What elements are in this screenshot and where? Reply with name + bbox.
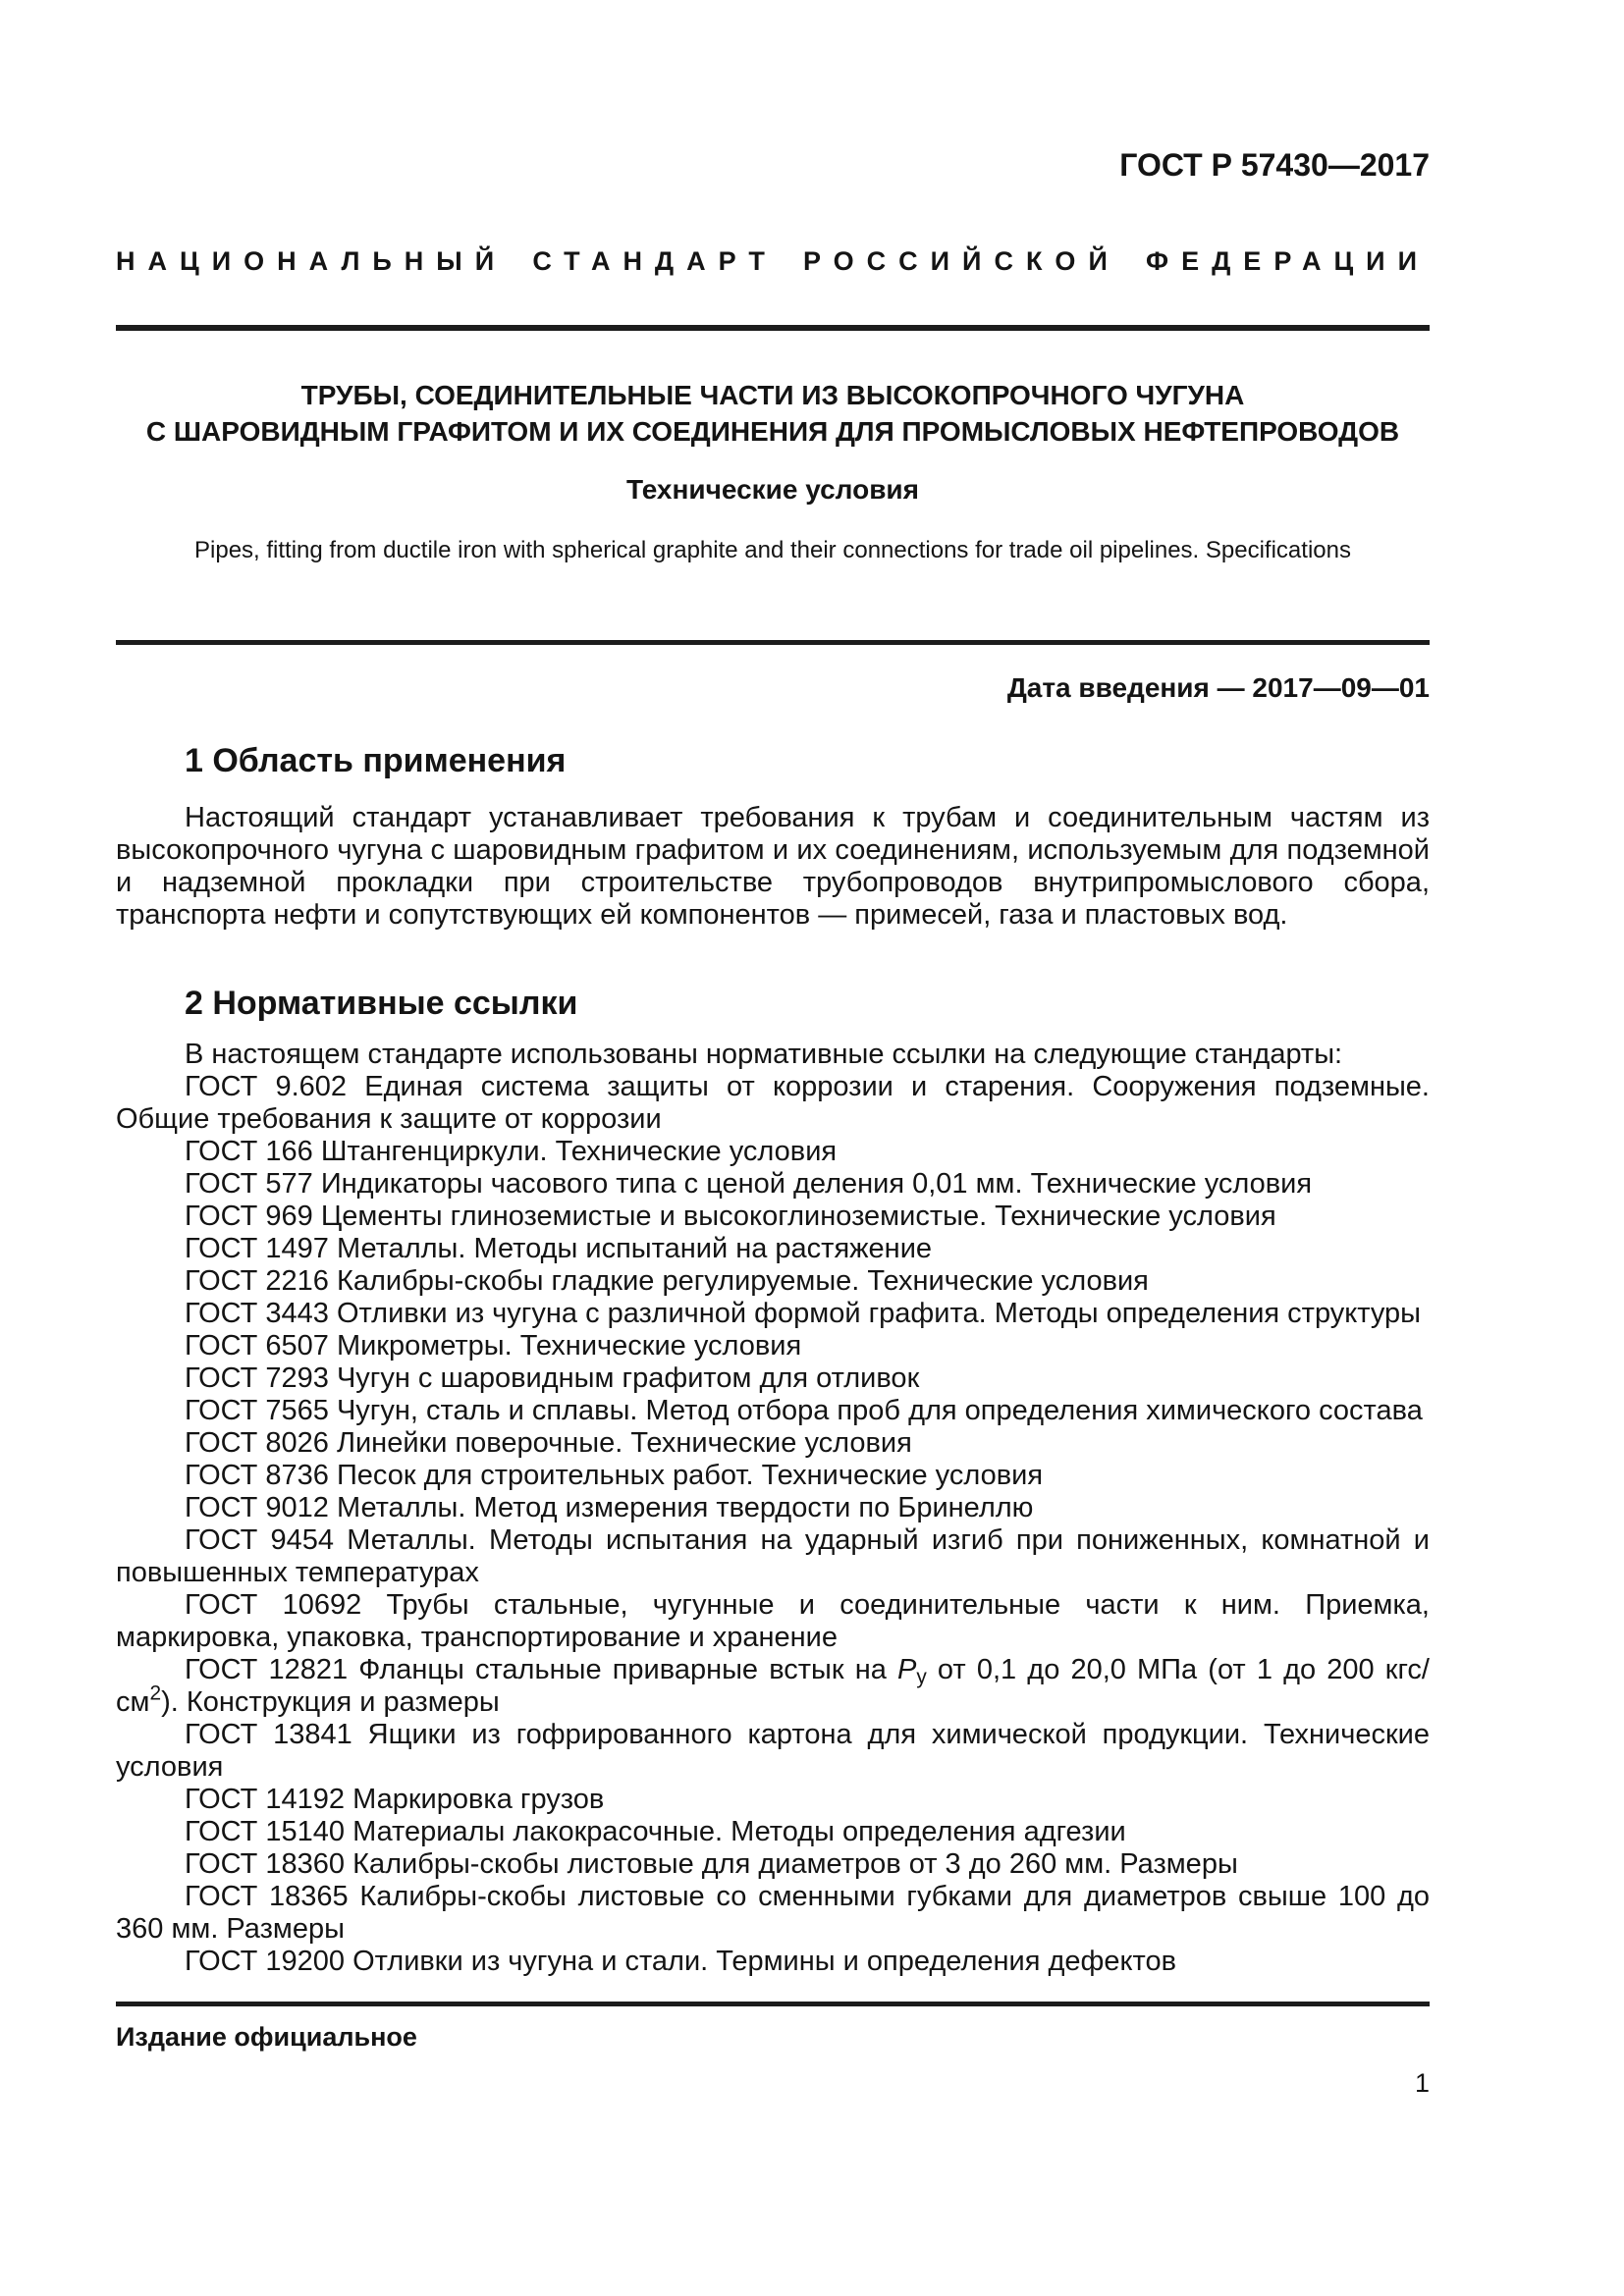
reference-item: ГОСТ 577 Индикаторы часового типа с ценой деления 0,01 мм. Технические условия — [185, 1168, 1313, 1200]
title-line-2: С ШАРОВИДНЫМ ГРАФИТОМ И ИХ СОЕДИНЕНИЯ ДЛЯ ПРОМЫСЛОВЫХ НЕФТЕПРОВОДОВ — [145, 416, 1400, 447]
reference-item: ГОСТ 7565 Чугун, сталь и сплавы. Метод отбора проб для определения химического состава — [185, 1395, 1423, 1426]
reference-item: ГОСТ 8736 Песок для строительных работ. Технические условия — [185, 1460, 1044, 1491]
reference-item: ГОСТ 166 Штангенциркули. Технические условия — [185, 1136, 838, 1167]
section-1-heading: 1 Область применения — [185, 742, 567, 779]
reference-item: ГОСТ 9454 Металлы. Методы испытания на ударный изгиб при пониженных, комнатной и повышенных температурах — [116, 1524, 1430, 1588]
reference-item: ГОСТ 6507 Микрометры. Технические условия — [185, 1330, 802, 1362]
reference-item: ГОСТ 18365 Калибры-скобы листовые со сменными губками для диаметров свыше 100 до 360 мм. Размеры — [116, 1881, 1430, 1945]
reference-item: ГОСТ 18360 Калибры-скобы листовые для диаметров от 3 до 260 мм. Размеры — [185, 1848, 1238, 1880]
national-standard-banner: НАЦИОНАЛЬНЫЙ СТАНДАРТ РОССИЙСКОЙ ФЕДЕРАЦИИ — [116, 246, 1430, 276]
unit-superscript: 2 — [149, 1682, 162, 1705]
ref-12821-middle: от 0,1 до 20,0 МПа (от 1 до 200 кгс/см — [116, 1654, 1430, 1718]
reference-item: ГОСТ 19200 Отливки из чугуна и стали. Термины и определения дефектов — [185, 1946, 1177, 1977]
reference-item: ГОСТ 7293 Чугун с шаровидным графитом для отливок — [185, 1362, 920, 1394]
reference-item: ГОСТ 8026 Линейки поверочные. Технические условия — [185, 1427, 912, 1459]
effective-date: Дата введения — 2017—09—01 — [1006, 672, 1430, 703]
reference-item: ГОСТ 2216 Калибры-скобы гладкие регулируемые. Технические условия — [185, 1265, 1149, 1297]
reference-item: ГОСТ 15140 Материалы лакокрасочные. Методы определения адгезии — [185, 1816, 1126, 1847]
section-2-heading: 2 Нормативные ссылки — [185, 985, 578, 1022]
reference-item: ГОСТ 9012 Металлы. Метод измерения твердости по Бринеллю — [185, 1492, 1034, 1523]
document-title — [116, 377, 1430, 450]
middle-divider-rule — [116, 640, 1430, 645]
references-list-b — [116, 1719, 1430, 1978]
section-1-paragraph: Настоящий стандарт устанавливает требования к трубам и соединительным частям из высокопрочного чугуна с шаровидным графитом и их соединениям, используемым для подземной и надземной прокладки при строительстве трубопроводов внутрипромыслового сбора, транспорта нефти и сопутствующих ей компонентов — примесей, газа и пластовых вод. — [116, 802, 1430, 931]
reference-item: ГОСТ 14192 Маркировка грузов — [185, 1784, 605, 1815]
title-line-1: ТРУБЫ, СОЕДИНИТЕЛЬНЫЕ ЧАСТИ ИЗ ВЫСОКОПРОЧНОГО ЧУГУНА — [300, 380, 1245, 410]
references-block — [116, 1039, 1430, 1978]
page-number: 1 — [1414, 2068, 1430, 2098]
references-list-a — [116, 1071, 1430, 1654]
ref-12821-suffix: ). Конструкция и размеры — [161, 1686, 500, 1718]
document-subtitle: Технические условия — [626, 474, 919, 505]
reference-item: ГОСТ 3443 Отливки из чугуна с различной формой графита. Методы определения структуры — [185, 1298, 1422, 1329]
reference-item: ГОСТ 9.602 Единая система защиты от коррозии и старения. Сооружения подземные. Общие требования к защите от коррозии — [116, 1071, 1430, 1135]
bottom-divider-rule — [116, 2002, 1430, 2006]
reference-gost-12821 — [116, 1654, 1430, 1719]
doc-number: ГОСТ Р 57430—2017 — [1119, 147, 1430, 183]
edition-note: Издание официальное — [116, 2022, 417, 2052]
pressure-symbol: P — [897, 1654, 917, 1685]
reference-item: ГОСТ 969 Цементы глиноземистые и высокоглиноземистые. Технические условия — [185, 1201, 1276, 1232]
title-english: Pipes, fitting from ductile iron with spherical graphite and their connections for trade oil pipelines. Specifications — [194, 537, 1351, 563]
reference-item: ГОСТ 10692 Трубы стальные, чугунные и соединительные части к ним. Приемка, маркировка, упаковка, транспортирование и хранение — [116, 1589, 1430, 1653]
top-divider-rule — [116, 325, 1430, 331]
reference-item: ГОСТ 1497 Металлы. Методы испытаний на растяжение — [185, 1233, 933, 1264]
reference-item: ГОСТ 13841 Ящики из гофрированного картона для химической продукции. Технические условия — [116, 1719, 1430, 1783]
references-intro: В настоящем стандарте использованы нормативные ссылки на следующие стандарты: — [185, 1039, 1343, 1070]
pressure-symbol-subscript: у — [916, 1666, 927, 1689]
ref-12821-prefix: ГОСТ 12821 Фланцы стальные приварные встык на — [185, 1654, 897, 1685]
